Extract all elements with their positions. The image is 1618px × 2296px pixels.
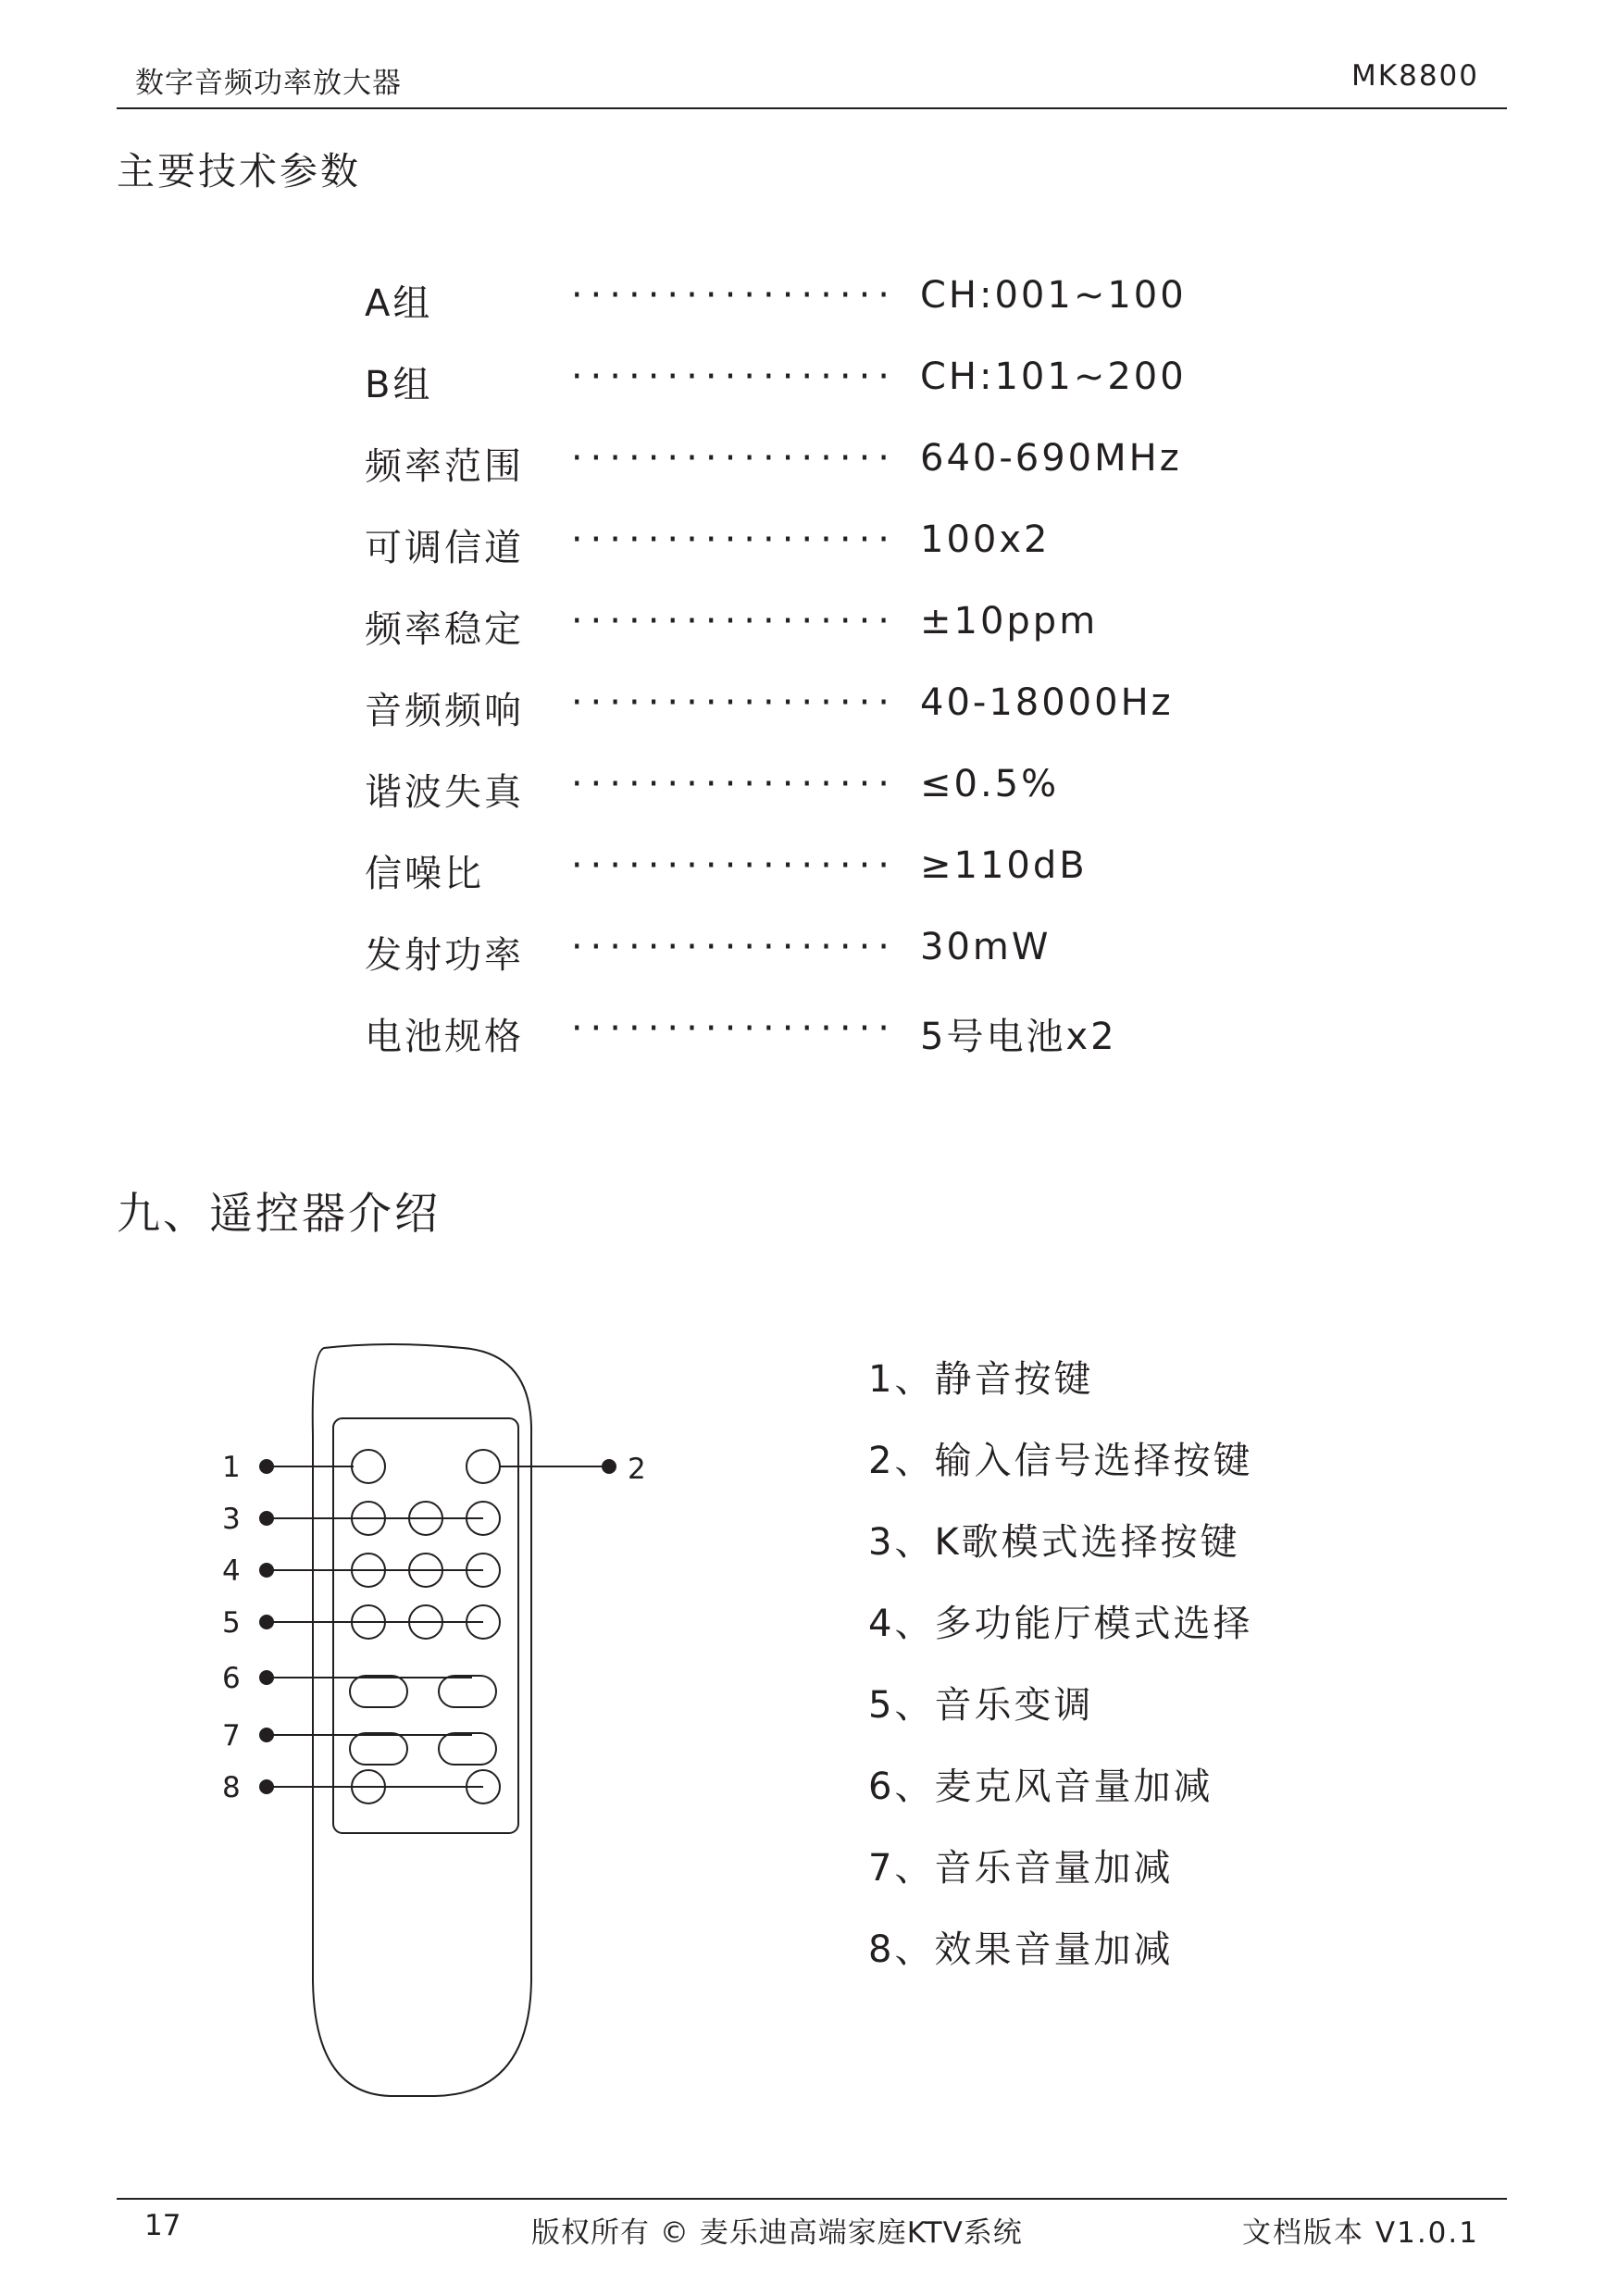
callout-label: 5	[222, 1606, 241, 1640]
callout-label: 4	[222, 1554, 241, 1588]
spec-value: 40-18000Hz	[920, 681, 1174, 724]
music-volume-button	[350, 1733, 407, 1765]
legend-item: 6、麦克风音量加减	[868, 1766, 1214, 1808]
callout-dot	[603, 1460, 616, 1473]
legend-item: 7、音乐音量加减	[868, 1847, 1174, 1890]
mic-volume-button	[350, 1676, 407, 1707]
spec-name: 音频频响	[365, 681, 528, 734]
mute-button	[352, 1450, 385, 1483]
callout-label: 8	[222, 1771, 241, 1804]
spec-row	[365, 1007, 1198, 1063]
spec-leader-dots: ·················	[570, 844, 897, 887]
spec-name: 频率稳定	[365, 600, 528, 653]
spec-leader-dots: ·················	[570, 681, 897, 724]
spec-value: ≤0.5%	[920, 763, 1060, 805]
spec-row	[365, 518, 1198, 574]
legend-item: 8、效果音量加减	[868, 1928, 1174, 1971]
footer-copyright: 版权所有 © 麦乐迪高端家庭KTV系统	[531, 2216, 1023, 2250]
header-divider	[117, 107, 1507, 109]
spec-leader-dots: ·················	[570, 763, 897, 805]
spec-leader-dots: ·················	[570, 437, 897, 480]
spec-row	[365, 844, 1198, 900]
input-select-button	[467, 1450, 500, 1483]
callout-dot	[260, 1616, 273, 1628]
spec-value: CH:001~100	[920, 274, 1187, 317]
specs-section-title: 主要技术参数	[117, 149, 361, 193]
spec-row	[365, 437, 1198, 493]
spec-name: 谐波失真	[365, 763, 528, 816]
header-title: 数字音频功率放大器	[135, 67, 402, 100]
spec-row	[365, 681, 1198, 737]
callout-dot	[260, 1671, 273, 1684]
spec-row	[365, 356, 1198, 411]
legend-item: 5、音乐变调	[868, 1684, 1094, 1727]
music-volume-button	[439, 1733, 496, 1765]
spec-leader-dots: ·················	[570, 1007, 897, 1050]
spec-row	[365, 763, 1198, 818]
spec-leader-dots: ·················	[570, 518, 897, 561]
page-number: 17	[144, 2209, 181, 2242]
spec-value: 30mW	[920, 926, 1052, 968]
remote-section-title: 九、遥控器介绍	[117, 1189, 441, 1240]
callout-label: 2	[628, 1453, 646, 1486]
spec-value: 640-690MHz	[920, 437, 1182, 480]
spec-value: 5号电池x2	[920, 1016, 1117, 1058]
spec-name: 电池规格	[365, 1007, 528, 1060]
callout-dot	[260, 1564, 273, 1577]
spec-leader-dots: ·················	[570, 926, 897, 968]
spec-leader-dots: ·················	[570, 600, 897, 643]
spec-value: ±10ppm	[920, 600, 1099, 643]
spec-name: 发射功率	[365, 926, 528, 979]
footer-divider	[117, 2198, 1507, 2200]
callout-label: 7	[222, 1719, 241, 1753]
spec-leader-dots: ·················	[570, 356, 897, 398]
spec-row	[365, 600, 1198, 655]
callout-dot	[260, 1780, 273, 1793]
legend-item: 3、K歌模式选择按键	[868, 1521, 1240, 1564]
legend-item: 4、多功能厅模式选择	[868, 1603, 1253, 1645]
spec-name: 信噪比	[365, 844, 488, 897]
callout-dot	[260, 1460, 273, 1473]
spec-name: B组	[365, 356, 436, 408]
footer-doc-version: 文档版本 V1.0.1	[1242, 2216, 1479, 2250]
remote-control-diagram	[194, 1333, 676, 2111]
legend-item: 2、输入信号选择按键	[868, 1440, 1253, 1482]
legend-item: 1、静音按键	[868, 1358, 1094, 1401]
remote-body	[313, 1344, 531, 2096]
mic-volume-button	[439, 1676, 496, 1707]
callout-label: 3	[222, 1503, 241, 1536]
spec-value: ≥110dB	[920, 844, 1088, 887]
callout-label: 1	[222, 1451, 241, 1484]
header-model: MK8800	[1351, 59, 1479, 93]
spec-name: A组	[365, 274, 436, 327]
spec-value: CH:101~200	[920, 356, 1187, 398]
callout-dot	[260, 1728, 273, 1741]
spec-row	[365, 926, 1198, 981]
spec-value: 100x2	[920, 518, 1051, 561]
callout-label: 6	[222, 1662, 241, 1695]
spec-leader-dots: ·················	[570, 274, 897, 317]
spec-row	[365, 274, 1198, 330]
callout-dot	[260, 1512, 273, 1525]
spec-name: 频率范围	[365, 437, 528, 490]
spec-name: 可调信道	[365, 518, 528, 571]
